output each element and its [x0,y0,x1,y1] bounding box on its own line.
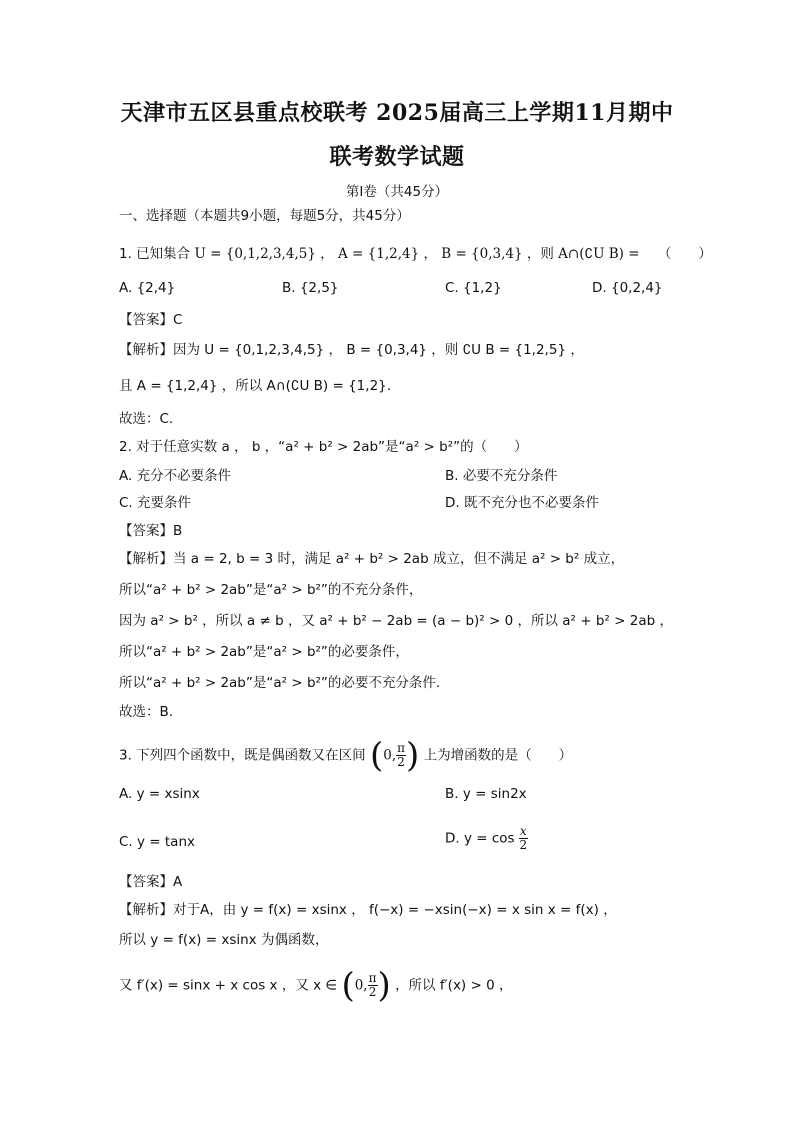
x-over-2-fraction [519,825,528,852]
volume-header: 第Ⅰ卷（共45分） [345,184,449,200]
pi-symbol-2: π [368,971,377,985]
q1-analysis-line-1: 【解析】因为 U = {0,1,2,3,4,5} ， B = {0,3,4} ，则 ∁U B = {1,2,5} ， [119,342,584,358]
q1-option-b: B. {2,5} [282,280,339,296]
q3-option-c: C. y = tanx [119,834,196,850]
q3-analysis-line-3 [119,965,513,1006]
q2-option-c: C. 充要条件 [119,495,192,511]
q3-analysis-3-prefix: 又 f′(x) = sinx + x cos x ，又 x ∈ [119,977,338,994]
denominator-two: 2 [397,755,405,769]
interval-zero: 0, [383,747,397,764]
question-3-prefix: 3. 下列四个函数中，既是偶函数又在区间 [119,747,366,764]
question-3-suffix: 上为增函数的是（ ） [423,747,573,764]
q3-analysis-line-1: 【解析】对于A，由 y = f(x) = xsinx ， f(−x) = −xsin(−x) = x sin x = f(x) ， [119,902,617,918]
pi-over-2-fraction [396,742,406,769]
section-header: 一、选择题（本题共9小题，每题5分，共45分） [119,208,410,224]
document-title-line-2: 联考数学试题 [329,144,465,170]
q1-answer: 【答案】C [119,312,183,328]
interval-right-paren: ) [406,735,420,776]
document-title-line-1: 天津市五区县重点校联考 2025届高三上学期11月期中 [120,100,674,126]
pi-over-2-fraction-2 [368,972,378,999]
q3-option-d-text: D. y = cos [445,830,515,847]
question-1-stem [119,244,712,264]
x-numerator: x [519,824,527,838]
denominator-two-2: 2 [368,985,377,999]
q2-option-a: A. 充分不必要条件 [119,468,232,484]
question-1-math: U = {0,1,2,3,4,5} ， A = {1,2,4} ， B = {0,3,4} ，则 A∩(∁U B) = [194,246,640,262]
two-denominator: 2 [519,838,528,852]
q1-option-a: A. {2,4} [119,280,176,296]
q2-option-b: B. 必要不充分条件 [445,468,558,484]
interval-left-paren: ( [369,735,384,776]
interval-zero-2: 0, [354,977,368,994]
q1-option-d: D. {0,2,4} [592,280,663,296]
q2-analysis-line-4: 所以“a² + b² > 2ab”是“a² > b²”的必要条件， [119,644,409,660]
q2-conclusion: 故选：B. [119,704,174,720]
interval-right-paren-2: ) [377,965,391,1006]
q1-option-c: C. {1,2} [445,280,502,296]
q2-analysis-line-2: 所以“a² + b² > 2ab”是“a² > b²”的不充分条件， [119,582,423,598]
pi-symbol: π [397,741,406,755]
q2-analysis-line-3: 因为 a² > b² ，所以 a ≠ b ，又 a² + b² − 2ab = (a − b)² > 0 ，所以 a² + b² > 2ab ， [119,613,673,629]
q3-analysis-3-suffix: ，所以 f′(x) > 0 ， [395,977,513,994]
q2-analysis-line-5: 所以“a² + b² > 2ab”是“a² > b²”的必要不充分条件. [119,675,441,691]
q1-conclusion: 故选：C. [119,411,174,427]
question-1-prefix: 1. 已知集合 [119,246,191,262]
q3-option-a: A. y = xsinx [119,786,200,802]
question-1-paren: （ ） [657,246,712,262]
q3-answer: 【答案】A [119,874,183,890]
q2-analysis-line-1: 【解析】当 a = 2, b = 3 时，满足 a² + b² > 2ab 成立，但不满足 a² > b² 成立， [119,551,625,567]
q2-answer: 【答案】B [119,523,183,539]
q3-analysis-line-2: 所以 y = f(x) = xsinx 为偶函数， [119,932,329,948]
q2-option-d: D. 既不充分也不必要条件 [445,495,599,511]
question-2-stem: 2. 对于任意实数 a ， b ，“a² + b² > 2ab”是“a² > b²”的（ ） [119,439,528,455]
question-3-stem [119,735,573,776]
interval-left-paren-2: ( [341,965,355,1006]
q1-analysis-line-2: 且 A = {1,2,4} ，所以 A∩(∁U B) = {1,2}. [119,378,392,394]
q3-option-d [445,825,528,852]
q3-option-b: B. y = sin2x [445,786,527,802]
